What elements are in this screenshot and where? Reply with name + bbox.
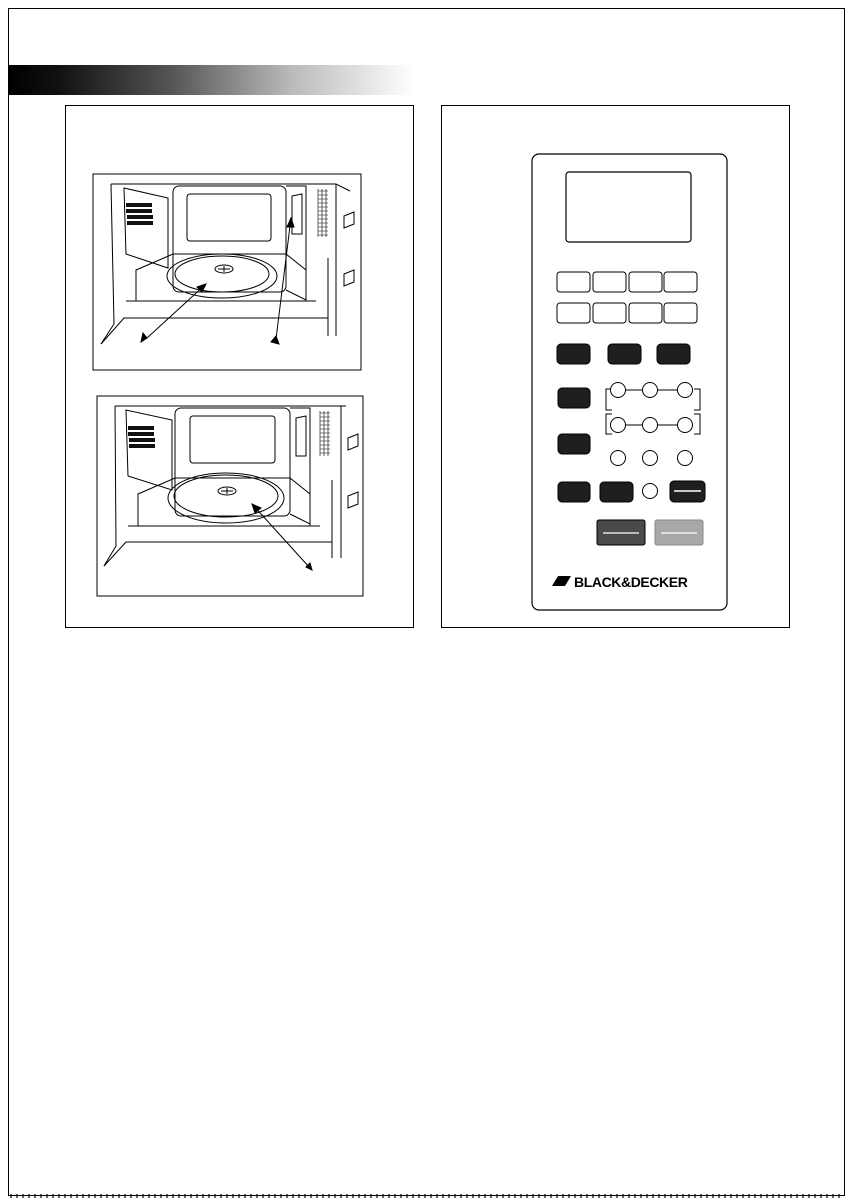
callout-arrow-glass-tray bbox=[252, 504, 312, 570]
waveguide-cover bbox=[128, 426, 155, 448]
keypad-button bbox=[664, 303, 697, 323]
selector-circle bbox=[678, 418, 693, 433]
selector-circle bbox=[643, 418, 658, 433]
selector-circle bbox=[678, 451, 693, 466]
keypad-button bbox=[593, 272, 626, 292]
function-button bbox=[558, 388, 590, 408]
selector-circle bbox=[643, 451, 658, 466]
vent-grille bbox=[320, 411, 330, 456]
keypad-button bbox=[557, 272, 590, 292]
waveguide-cover bbox=[126, 203, 153, 225]
keypad-button bbox=[593, 303, 626, 323]
callout-arrow-roller-ring bbox=[141, 284, 206, 342]
vent-grille bbox=[318, 189, 328, 237]
brand-logo-text: BLACK&DECKER bbox=[574, 574, 688, 590]
dark-bar-button[interactable] bbox=[670, 481, 705, 502]
oven-figure-with-roller-ring bbox=[93, 174, 361, 370]
function-button bbox=[600, 482, 633, 502]
selector-circle bbox=[611, 383, 626, 398]
keypad-button bbox=[557, 303, 590, 323]
function-button bbox=[557, 344, 590, 364]
selector-circle bbox=[643, 383, 658, 398]
function-button bbox=[608, 344, 641, 364]
oven-figure-with-glass-tray bbox=[97, 396, 363, 596]
keypad-button bbox=[629, 303, 662, 323]
selector-circle bbox=[611, 418, 626, 433]
keypad-button bbox=[664, 272, 697, 292]
function-button bbox=[657, 344, 690, 364]
keypad-button bbox=[629, 272, 662, 292]
function-button bbox=[558, 482, 590, 502]
control-panel-illustration bbox=[441, 105, 790, 628]
control-panel-drawing bbox=[442, 106, 791, 629]
display-window bbox=[566, 172, 691, 242]
section-header-bar bbox=[9, 65, 414, 95]
selector-circle bbox=[611, 451, 626, 466]
oven-interior-drawings bbox=[66, 106, 415, 629]
callout-arrow-waveguide bbox=[271, 218, 294, 344]
bottom-edge-marks bbox=[10, 1194, 842, 1198]
selector-circle bbox=[678, 383, 693, 398]
function-button bbox=[558, 434, 590, 454]
start-button[interactable] bbox=[597, 520, 645, 545]
oven-interior-panel bbox=[65, 105, 414, 628]
stop-button[interactable] bbox=[655, 520, 703, 545]
selector-circle bbox=[643, 484, 658, 499]
